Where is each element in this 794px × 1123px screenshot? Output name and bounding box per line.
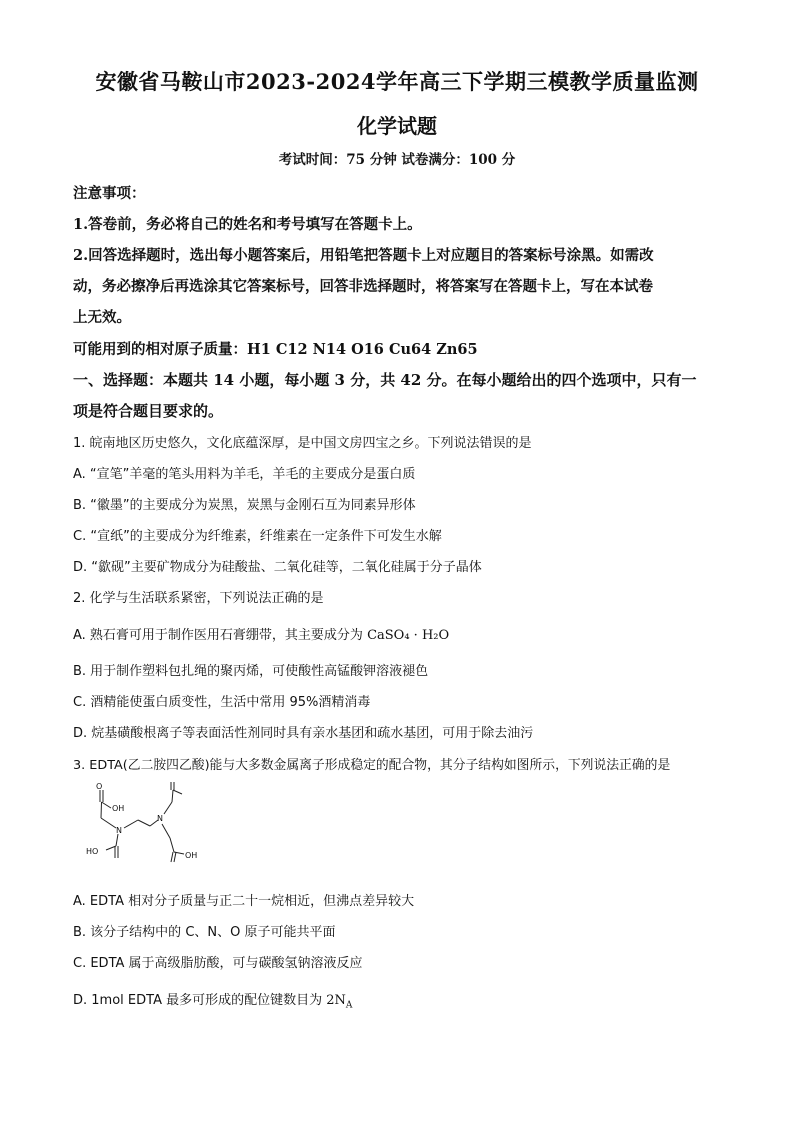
- structure-label-oh-lower: OH: [185, 851, 198, 860]
- structure-label-n-left: N: [116, 826, 122, 835]
- question-1-stem: 1. 皖南地区历史悠久，文化底蕴深厚，是中国文房四宝之乡。下列说法错误的是: [73, 436, 532, 451]
- exam-info: 考试时间：75 分钟 试卷满分：100 分: [278, 152, 516, 168]
- exam-title: 安徽省马鞍山市2023-2024学年高三下学期三模教学质量监测: [95, 69, 699, 94]
- section-heading-line-2: 项是符合题目要求的。: [73, 402, 224, 420]
- structure-label-oh-upper: OH: [112, 804, 125, 813]
- question-1-option-d: D. “歙砚”主要矿物成分为硅酸盐、二氧化硅等，二氧化硅属于分子晶体: [73, 560, 482, 575]
- question-3-option-d: [73, 989, 352, 1011]
- section-heading-line-1: 一、选择题：本题共 14 小题，每小题 3 分，共 42 分。在每小题给出的四个选项中，只有一: [73, 371, 697, 389]
- question-2-option-a: [73, 624, 449, 643]
- structure-label-ho-lower: HO: [86, 847, 99, 856]
- question-2-option-b: B. 用于制作塑料包扎绳的聚丙烯，可使酸性高锰酸钾溶液褪色: [73, 664, 429, 679]
- question-2-option-c: C. 酒精能使蛋白质变性，生活中常用 95%酒精消毒: [73, 695, 371, 710]
- subject-title: 化学试题: [357, 114, 437, 138]
- question-2-option-a-formula: CaSO₄ · H₂O: [367, 628, 450, 643]
- note-item-1: 1.答卷前，务必将自己的姓名和考号填写在答题卡上。: [73, 216, 422, 233]
- question-2-stem: 2. 化学与生活联系紧密，下列说法正确的是: [73, 591, 324, 606]
- question-1-option-a: A. “宣笔”羊毫的笔头用料为羊毛，羊毛的主要成分是蛋白质: [73, 467, 416, 482]
- question-2-option-a-text: A. 熟石膏可用于制作医用石膏绷带，其主要成分为: [73, 628, 363, 643]
- question-3-option-d-formula: $2N_A$: [326, 993, 353, 1011]
- question-1-option-c: C. “宣纸”的主要成分为纤维素，纤维素在一定条件下可发生水解: [73, 529, 442, 544]
- edta-structure-diagram: [78, 780, 208, 866]
- question-2-option-d: D. 烷基磺酸根离子等表面活性剂同时具有亲水基团和疏水基团，可用于除去油污: [73, 726, 534, 741]
- question-3-stem: 3. EDTA(乙二胺四乙酸)能与大多数金属离子形成稳定的配合物，其分子结构如图所示，下列说法正确的是: [73, 758, 671, 773]
- structure-label-n-right: N: [157, 814, 163, 823]
- question-3-option-a: A. EDTA 相对分子质量与正二十一烷相近，但沸点差异较大: [73, 894, 415, 909]
- question-3-option-b: B. 该分子结构中的 C、N、O 原子可能共平面: [73, 925, 336, 940]
- note-item-2-line-3: 上无效。: [73, 309, 131, 326]
- question-3-option-d-text: D. 1mol EDTA 最多可形成的配位键数目为: [73, 993, 323, 1008]
- note-item-2-line-1: 2.回答选择题时，选出每小题答案后，用铅笔把答题卡上对应题目的答案标号涂黑。如需改: [73, 247, 654, 264]
- structure-label-o: O: [96, 782, 103, 791]
- question-1-option-b: B. “徽墨”的主要成分为炭黑，炭黑与金刚石互为同素异形体: [73, 498, 416, 513]
- note-item-2-line-2: 动，务必擦净后再选涂其它答案标号，回答非选择题时，将答案写在答题卡上，写在本试卷: [73, 278, 653, 295]
- atomic-masses: 可能用到的相对原子质量：H1 C12 N14 O16 Cu64 Zn65: [73, 341, 478, 358]
- notes-heading: 注意事项：: [73, 185, 146, 202]
- question-3-option-c: C. EDTA 属于高级脂肪酸，可与碳酸氢钠溶液反应: [73, 956, 363, 971]
